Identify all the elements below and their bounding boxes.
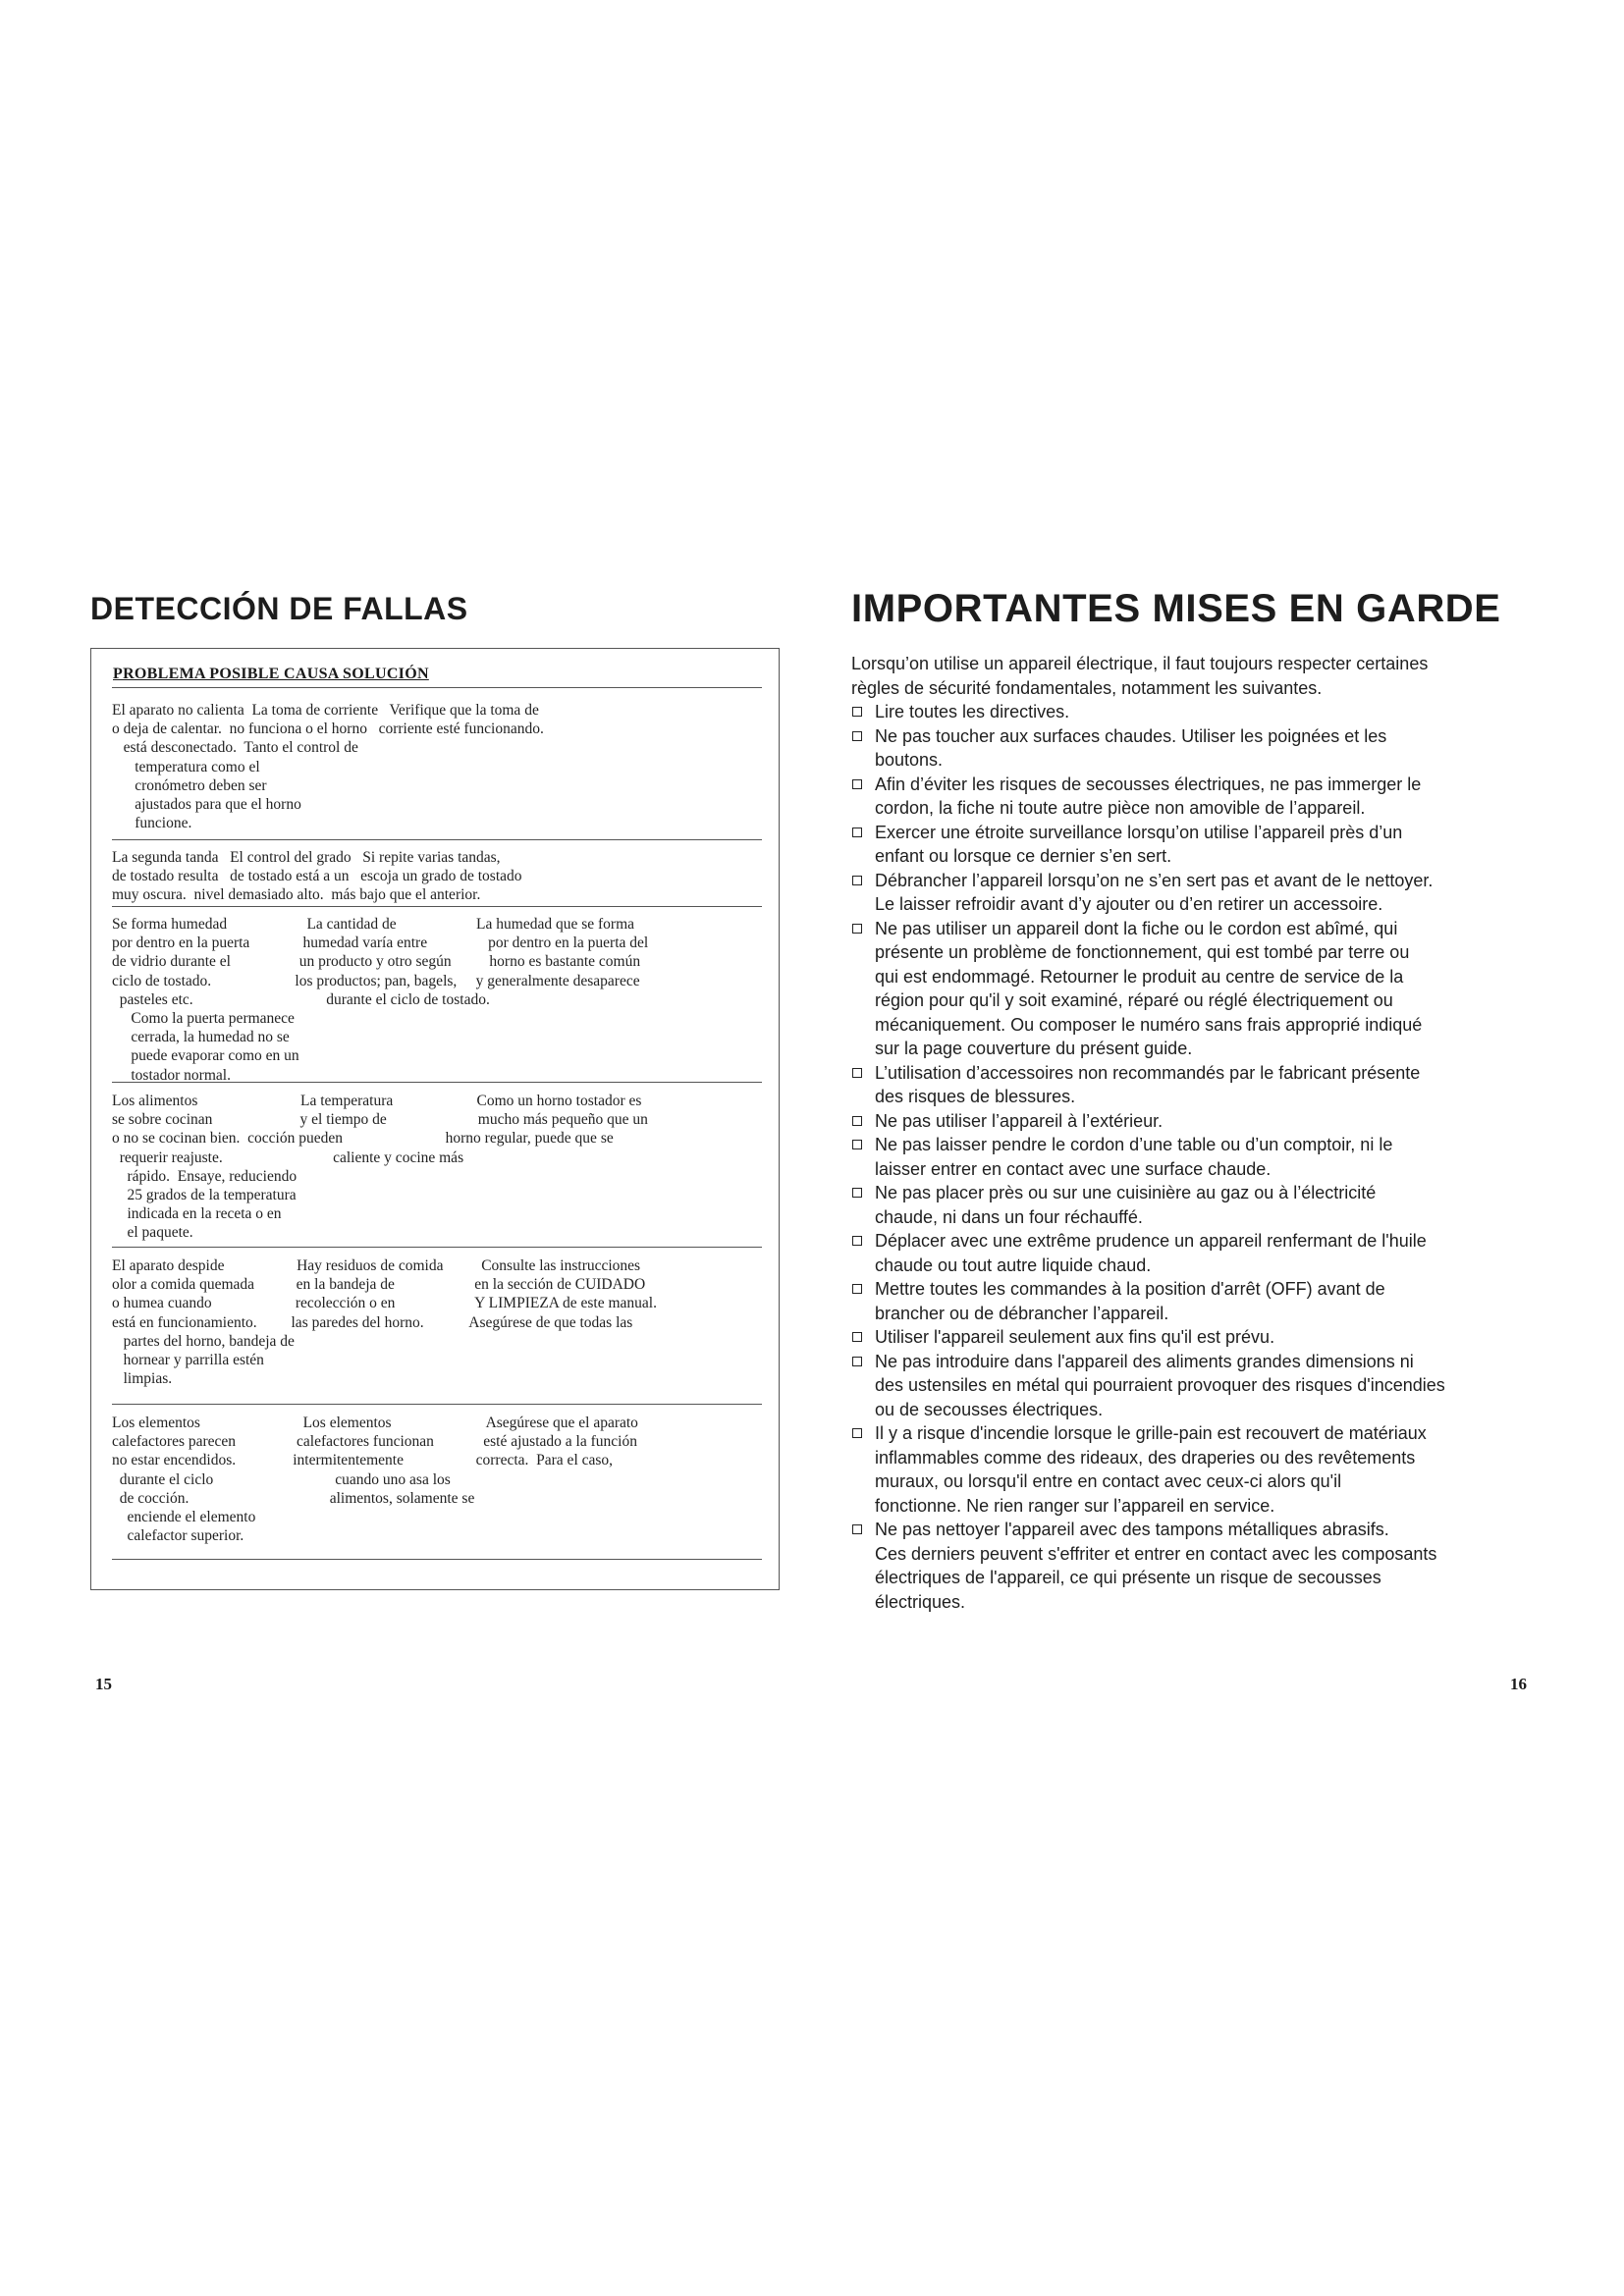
warning-item (851, 1518, 1539, 1614)
warning-continuation-line (851, 1037, 1539, 1061)
table-row (112, 701, 762, 832)
checkbox-icon (852, 876, 862, 885)
table-row-line: enciende el elemento (112, 1508, 256, 1525)
table-row (112, 1256, 762, 1388)
warning-text: Ne pas toucher aux surfaces chaudes. Utiliser les poignées et les (875, 725, 1387, 746)
warning-line (851, 1109, 1539, 1134)
warning-item (851, 917, 1539, 1061)
checkbox-icon (852, 1188, 862, 1198)
checkbox-icon (852, 731, 862, 741)
checkbox-icon (852, 1332, 862, 1342)
table-row (112, 915, 762, 1085)
checkbox-icon (852, 1428, 862, 1438)
table-divider (112, 1247, 762, 1248)
table-row-line: se sobre cocinan y el tiempo de mucho más pequeño que un (112, 1111, 648, 1129)
table-divider (112, 1559, 762, 1560)
warning-item (851, 1109, 1539, 1134)
table-row-line: pasteles etc. durante el ciclo de tostado. (112, 990, 490, 1008)
checkbox-icon (852, 1284, 862, 1294)
warning-text: ou de secousses électriques. (875, 1399, 1104, 1419)
warning-text: Ne pas nettoyer l'appareil avec des tampons métalliques abrasifs. (875, 1520, 1389, 1539)
warning-text: des risques de blessures. (875, 1087, 1076, 1106)
warning-item (851, 773, 1539, 821)
warning-line (851, 1133, 1539, 1157)
warning-item (851, 1133, 1539, 1181)
warning-text: Le laisser refroidir avant d’y ajouter ou d’en retirer un accessoire. (875, 894, 1383, 914)
warning-text: chaude, ni dans un four réchauffé. (875, 1206, 1143, 1227)
table-row-line: o deja de calentar. no funciona o el horno corriente esté funcionando. (112, 721, 544, 738)
warning-text: Débrancher l’appareil lorsqu’on ne s’en sert pas et avant de le nettoyer. (875, 870, 1434, 890)
table-row-line: hornear y parrilla estén (112, 1351, 264, 1368)
table-row (112, 848, 762, 905)
checkbox-icon (852, 779, 862, 789)
table-row-line: partes del horno, bandeja de (112, 1332, 295, 1350)
table-row-line: por dentro en la puerta humedad varía entre por dentro en la puerta del (112, 934, 649, 952)
warning-text: Ne pas utiliser l’appareil à l’extérieur. (875, 1110, 1164, 1131)
table-row-line: 25 grados de la temperatura (112, 1186, 297, 1203)
warning-item (851, 821, 1539, 869)
warning-text: électriques. (875, 1591, 966, 1612)
warning-continuation-line (851, 1302, 1539, 1326)
table-row-line: Los elementos Los elementos Asegúrese que el aparato (112, 1415, 638, 1431)
table-row-line: ciclo de tostado. los productos; pan, bagels, y generalmente desaparece (112, 972, 640, 989)
table-row-line: puede evaporar como en un (112, 1047, 299, 1065)
warning-continuation-line (851, 1013, 1539, 1038)
warning-continuation-line (851, 1446, 1539, 1470)
warning-text: Afin d’éviter les risques de secousses électriques, ne pas immerger le (875, 774, 1422, 794)
table-row-line: de cocción. alimentos, solamente se (112, 1489, 475, 1507)
warning-item (851, 724, 1539, 773)
warning-item (851, 1061, 1539, 1109)
checkbox-icon (852, 707, 862, 717)
checkbox-icon (852, 1140, 862, 1149)
checkbox-icon (852, 1357, 862, 1366)
warning-continuation-line (851, 988, 1539, 1013)
warning-text: électriques de l'appareil, ce qui présente un risque de secousses (875, 1568, 1381, 1587)
warning-text: Mettre toutes les commandes à la position d'arrêt (OFF) avant de (875, 1279, 1385, 1299)
warning-line (851, 1518, 1539, 1542)
warning-text: Exercer une étroite surveillance lorsqu’on utilise l’appareil près d’un (875, 822, 1403, 842)
warning-text: Ne pas laisser pendre le cordon d’une table ou d’un comptoir, ni le (875, 1135, 1393, 1154)
table-row-line: durante el ciclo cuando uno asa los (112, 1470, 451, 1488)
table-row-line: limpias. (112, 1370, 173, 1388)
warning-text: Il y a risque d'incendie lorsque le grille-pain est recouvert de matériaux (875, 1423, 1427, 1443)
warning-text: Ne pas introduire dans l'appareil des aliments grandes dimensions ni (875, 1351, 1414, 1371)
warning-line (851, 1181, 1539, 1205)
table-row-line: indicada en la receta o en (112, 1205, 282, 1223)
table-row (112, 1092, 762, 1243)
warning-text: cordon, la fiche ni toute autre pièce non amovible de l’appareil. (875, 798, 1366, 818)
warning-text: Utiliser l'appareil seulement aux fins qu'il est prévu. (875, 1327, 1275, 1347)
warning-continuation-line (851, 1373, 1539, 1398)
table-divider (112, 839, 762, 840)
warning-line (851, 1229, 1539, 1254)
warning-item (851, 1421, 1539, 1518)
warning-continuation-line (851, 940, 1539, 965)
table-divider (112, 906, 762, 907)
warning-line (851, 917, 1539, 941)
table-row-line: muy oscura. nivel demasiado alto. más bajo que el anterior. (112, 886, 481, 904)
warning-continuation-line (851, 892, 1539, 917)
table-row-line: calefactores parecen calefactores funcionan esté ajustado a la función (112, 1433, 637, 1451)
warning-continuation-line (851, 1085, 1539, 1109)
warning-continuation-line (851, 796, 1539, 821)
warning-text: muraux, ou lorsqu'il entre en contact avec ceux-ci alors qu'il (875, 1471, 1342, 1491)
warning-line (851, 773, 1539, 797)
checkbox-icon (852, 924, 862, 934)
table-row-line: ajustados para que el horno (112, 795, 301, 813)
warnings-list (851, 700, 1539, 1614)
table-row-line: funcione. (112, 815, 192, 832)
checkbox-icon (852, 1116, 862, 1126)
table-row-line: rápido. Ensaye, reduciendo (112, 1167, 298, 1185)
warning-item (851, 1325, 1539, 1350)
table-row-line: de tostado resulta de tostado está a un escoja un grado de tostado (112, 868, 522, 885)
warning-item (851, 869, 1539, 917)
warning-text: Lire toutes les directives. (875, 702, 1070, 721)
table-row-line: Los alimentos La temperatura Como un horno tostador es (112, 1093, 642, 1109)
warning-continuation-line (851, 748, 1539, 773)
warning-line (851, 1350, 1539, 1374)
table-row-line: de vidrio durante el un producto y otro según horno es bastante común (112, 953, 641, 971)
warning-continuation-line (851, 844, 1539, 869)
warning-line (851, 700, 1539, 724)
table-row-line: cerrada, la humedad no se (112, 1029, 290, 1046)
table-row-line: el paquete. (112, 1224, 193, 1242)
table-row-line: calefactor superior. (112, 1527, 244, 1545)
warning-continuation-line (851, 1590, 1539, 1615)
warning-continuation-line (851, 1494, 1539, 1519)
warning-text: qui est endommagé. Retourner le produit au centre de service de la (875, 966, 1404, 987)
table-header: PROBLEMA POSIBLE CAUSA SOLUCIÓN (113, 666, 429, 682)
intro-paragraph (851, 652, 1519, 700)
warning-text: brancher ou de débrancher l’appareil. (875, 1303, 1169, 1323)
table-row-line: está en funcionamiento. las paredes del horno. Asegúrese de que todas las (112, 1313, 633, 1331)
page-number-right: 16 (1510, 1675, 1527, 1693)
table-row-line: El aparato despide Hay residuos de comida Consulte las instrucciones (112, 1257, 641, 1274)
warning-text: boutons. (875, 750, 944, 770)
table-divider (112, 1404, 762, 1405)
warning-continuation-line (851, 965, 1539, 989)
warning-text: région pour qu'il y soit examiné, réparé ou réglé électriquement ou (875, 990, 1393, 1010)
warning-text: enfant ou lorsque ce dernier s’en sert. (875, 846, 1172, 866)
warning-text: inflammables comme des rideaux, des draperies ou des revêtements (875, 1447, 1416, 1468)
warning-continuation-line (851, 1205, 1539, 1230)
table-row-line: tostador normal. (112, 1066, 231, 1084)
warning-text: Ne pas placer près ou sur une cuisinière au gaz ou à l’électricité (875, 1183, 1377, 1202)
warning-text: fonctionne. Ne rien ranger sur l’appareil en service. (875, 1495, 1275, 1516)
warning-line (851, 869, 1539, 893)
table-row-line: o no se cocinan bien. cocción pueden horno regular, puede que se (112, 1130, 614, 1148)
table-row-line: temperatura como el (112, 758, 260, 775)
intro-line: Lorsqu’on utilise un appareil électrique, il faut toujours respecter certaines (851, 654, 1429, 673)
table-divider (112, 687, 762, 688)
warning-text: mécaniquement. Ou composer le numéro sans frais approprié indiqué (875, 1014, 1423, 1035)
warning-text: Ne pas utiliser un appareil dont la fiche ou le cordon est abîmé, qui (875, 918, 1398, 938)
table-row-line: La segunda tanda El control del grado Si repite varias tandas, (112, 849, 501, 866)
warning-text: chaude ou tout autre liquide chaud. (875, 1255, 1152, 1275)
checkbox-icon (852, 1236, 862, 1246)
warning-continuation-line (851, 1254, 1539, 1278)
warning-continuation-line (851, 1566, 1539, 1590)
warning-continuation-line (851, 1157, 1539, 1182)
checkbox-icon (852, 1068, 862, 1078)
page-number-left: 15 (95, 1675, 112, 1693)
warning-item (851, 1229, 1539, 1277)
warning-line (851, 821, 1539, 845)
warning-text: des ustensiles en métal qui pourraient provoquer des risques d'incendies (875, 1375, 1445, 1395)
page-title-left: DETECCIÓN DE FALLAS (90, 591, 468, 626)
checkbox-icon (852, 828, 862, 837)
table-row-line: cronómetro deben ser (112, 776, 267, 794)
warning-text: présente un problème de fonctionnement, qui est tombé par terre ou (875, 942, 1410, 962)
warning-text: laisser entrer en contact avec une surface chaude. (875, 1158, 1272, 1179)
warning-item (851, 1181, 1539, 1229)
warning-continuation-line (851, 1469, 1539, 1494)
table-row (112, 1414, 762, 1545)
warning-line (851, 1421, 1539, 1446)
warning-continuation-line (851, 1542, 1539, 1567)
table-row-line: requerir reajuste. caliente y cocine más (112, 1148, 464, 1166)
table-row-line: El aparato no calienta La toma de corriente Verifique que la toma de (112, 702, 539, 719)
warning-item (851, 700, 1539, 724)
table-row-line: está desconectado. Tanto el control de (112, 739, 358, 757)
warning-text: Déplacer avec une extrême prudence un appareil renfermant de l'huile (875, 1231, 1427, 1251)
table-row-line: no estar encendidos. intermitentemente correcta. Para el caso, (112, 1452, 614, 1469)
table-row-line: Como la puerta permanece (112, 1009, 295, 1027)
warning-item (851, 1350, 1539, 1422)
warning-line (851, 1061, 1539, 1086)
warning-continuation-line (851, 1398, 1539, 1422)
table-row-line: olor a comida quemada en la bandeja de en la sección de CUIDADO (112, 1276, 646, 1294)
intro-line: règles de sécurité fondamentales, notamment les suivantes. (851, 677, 1323, 698)
warning-line (851, 1277, 1539, 1302)
table-row-line: Se forma humedad La cantidad de La humedad que se forma (112, 916, 635, 933)
checkbox-icon (852, 1524, 862, 1534)
warning-line (851, 1325, 1539, 1350)
warning-item (851, 1277, 1539, 1325)
warning-text: Ces derniers peuvent s'effriter et entrer en contact avec les composants (875, 1543, 1437, 1564)
warning-line (851, 724, 1539, 749)
table-row-line: o humea cuando recolección o en Y LIMPIEZA de este manual. (112, 1295, 657, 1312)
page-title-right: IMPORTANTES MISES EN GARDE (851, 587, 1501, 630)
warning-text: sur la page couverture du présent guide. (875, 1039, 1193, 1058)
warning-text: L’utilisation d’accessoires non recommandés par le fabricant présente (875, 1062, 1421, 1083)
